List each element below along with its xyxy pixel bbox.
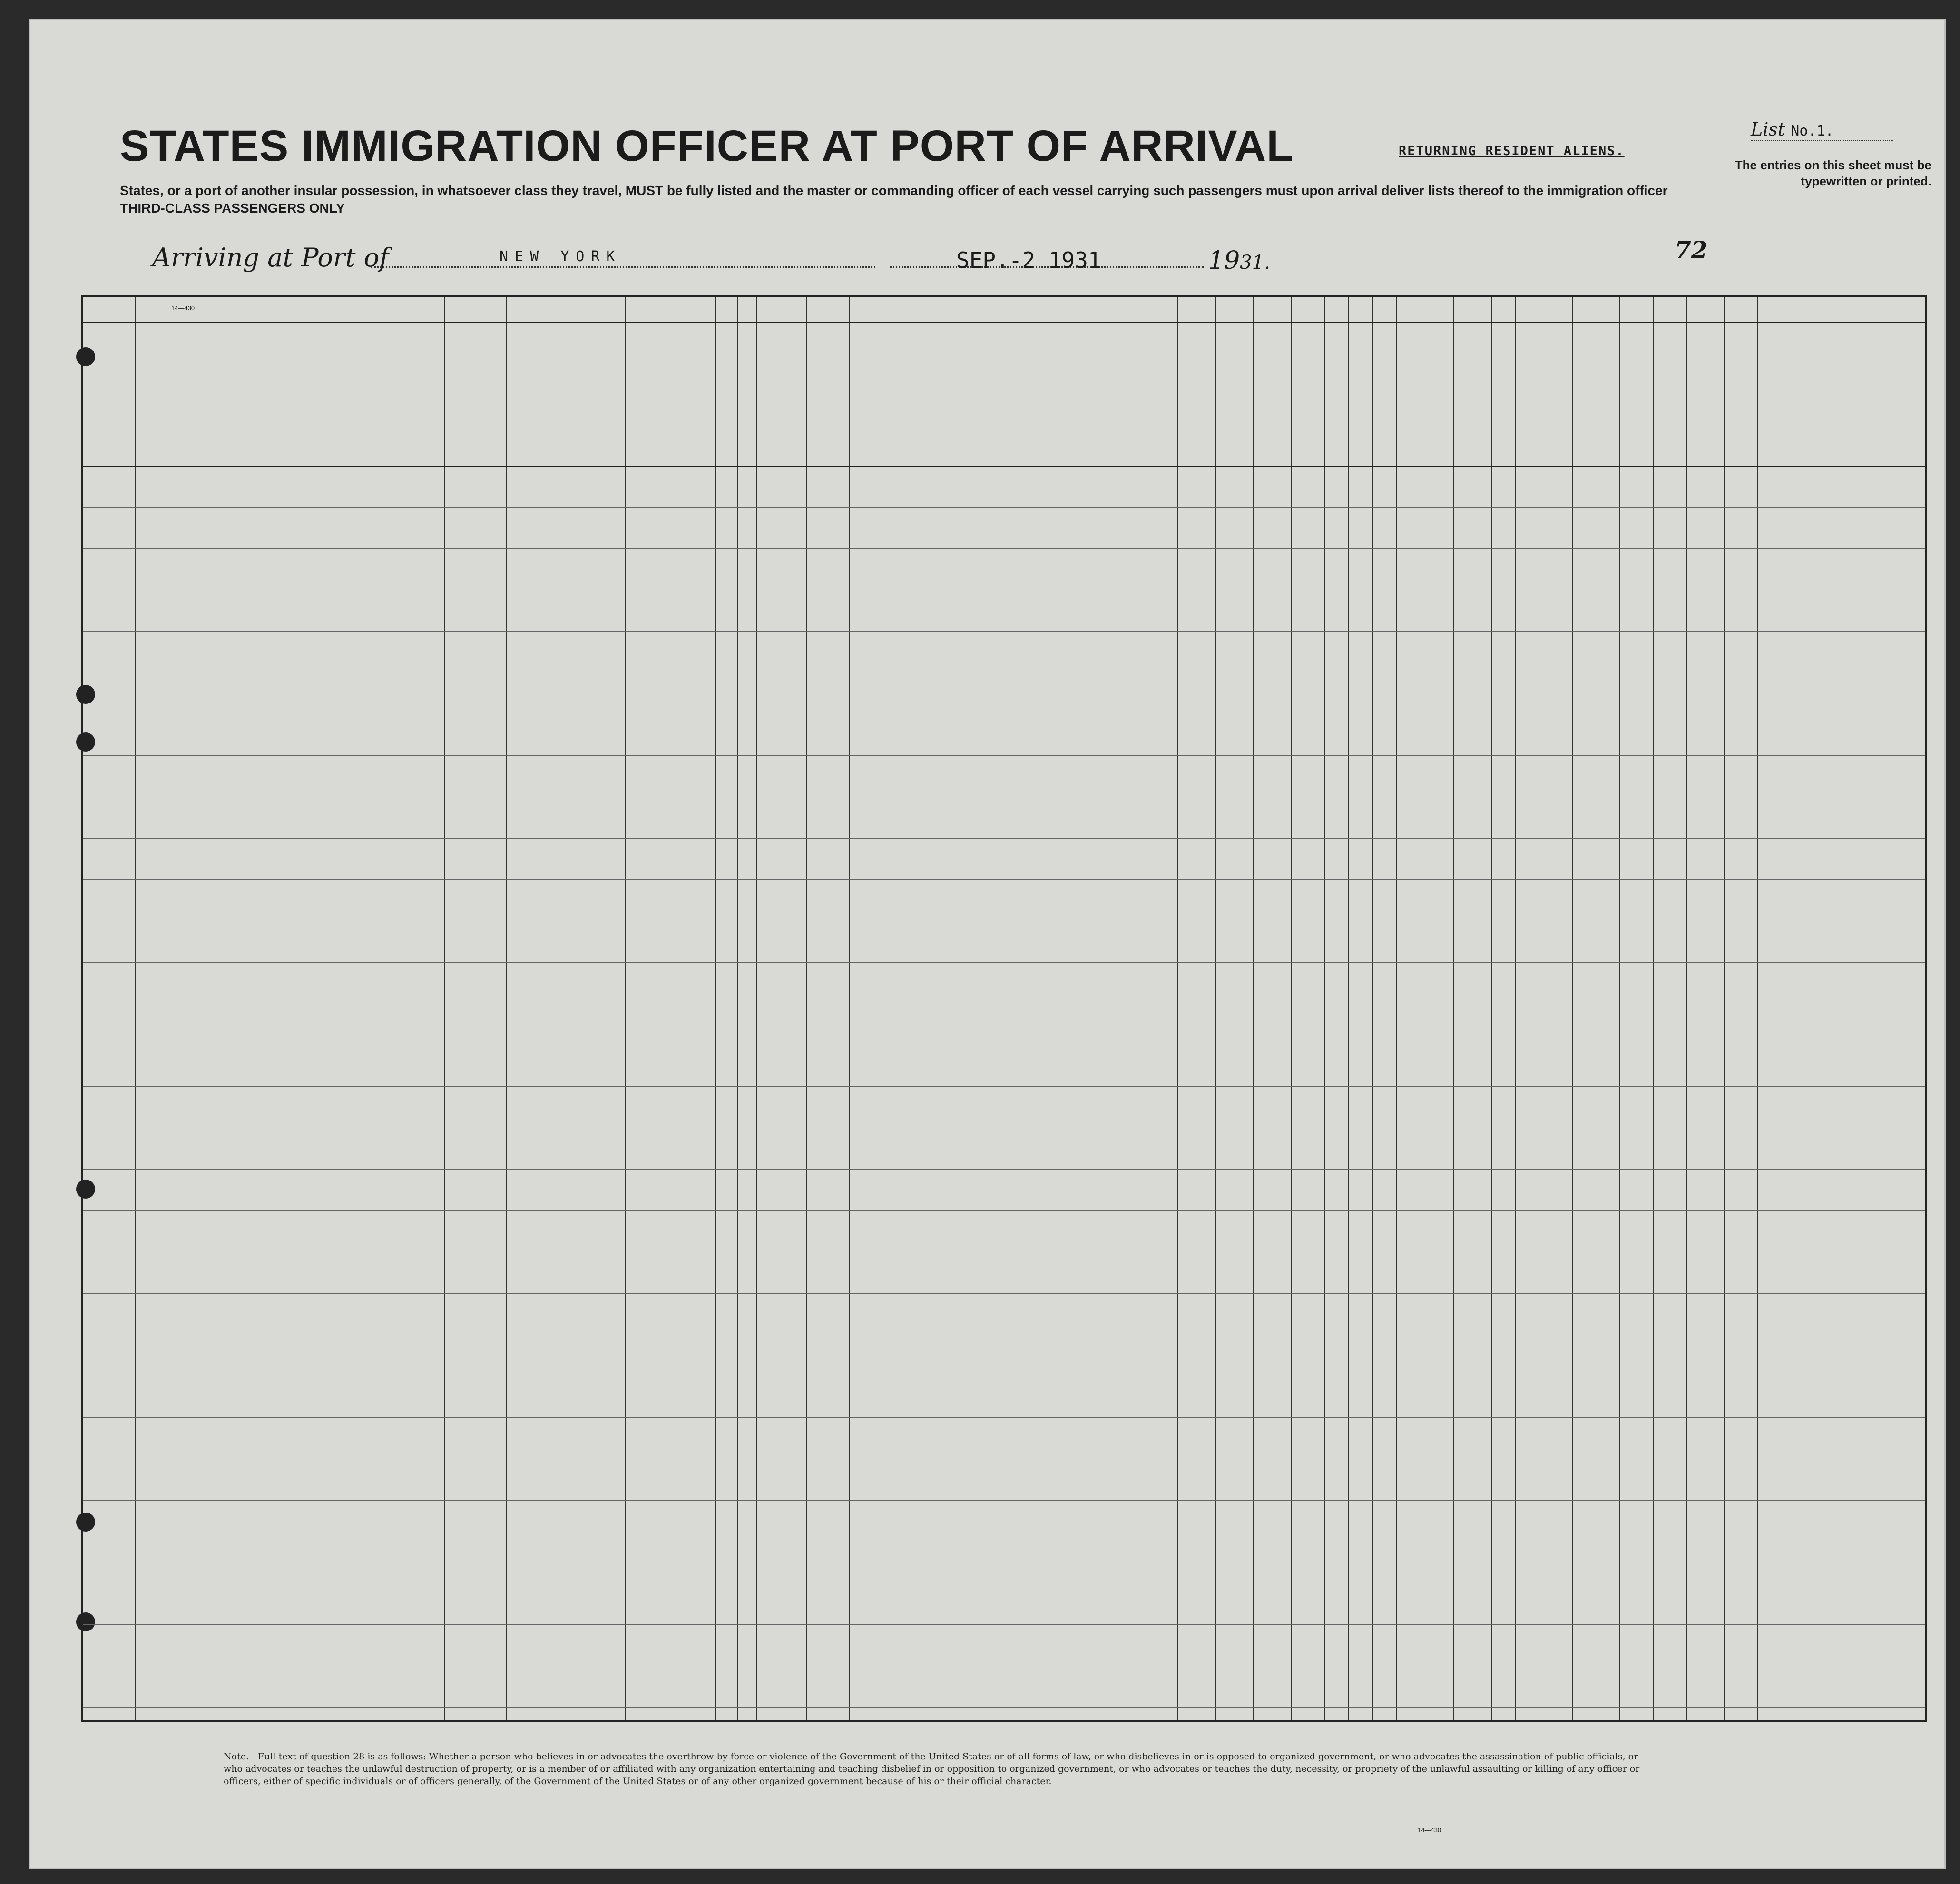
column-rule — [1515, 297, 1516, 1720]
year-field — [1208, 246, 1270, 275]
row-rule — [83, 1210, 1925, 1211]
row-rule — [83, 838, 1925, 839]
row-rule — [83, 1417, 1925, 1418]
column-rule — [737, 297, 738, 1720]
row-rule — [83, 1169, 1925, 1170]
arrival-date-stamp: SEP.-2 1931 — [956, 247, 1101, 273]
header-bottom-rule — [83, 466, 1925, 467]
row-rule — [83, 1086, 1925, 1087]
row-rule — [83, 1500, 1925, 1501]
list-number — [1751, 119, 1893, 141]
column-rule — [1372, 297, 1373, 1720]
column-rule — [1757, 297, 1758, 1720]
column-rule — [1324, 297, 1325, 1720]
column-rule — [849, 297, 850, 1720]
row-rule — [83, 1624, 1925, 1625]
header-class-note: THIRD-CLASS PASSENGERS ONLY — [120, 201, 345, 215]
column-rule — [1348, 297, 1349, 1720]
column-rule — [1686, 297, 1687, 1720]
column-rule — [806, 297, 807, 1720]
column-rule — [1253, 297, 1254, 1720]
column-rule — [1619, 297, 1620, 1720]
column-rule — [1453, 297, 1454, 1720]
column-rule — [625, 297, 626, 1720]
year-prefix: 19 — [1208, 246, 1240, 275]
column-rule — [1396, 297, 1397, 1720]
port-value: NEW YORK — [500, 248, 622, 265]
manifest-sheet — [29, 19, 1946, 1869]
sheet-number: 72 — [1675, 236, 1708, 264]
column-rule — [506, 297, 507, 1720]
column-rule — [1724, 297, 1725, 1720]
form-small-number: 14—430 — [171, 304, 195, 312]
port-line — [371, 266, 875, 268]
row-rule — [83, 1293, 1925, 1294]
list-number-value: No.1. — [1791, 123, 1834, 139]
header-rule — [83, 322, 1925, 323]
manifest-table — [81, 295, 1927, 1722]
row-rule — [83, 548, 1925, 549]
column-rule — [756, 297, 757, 1720]
list-label: List — [1751, 119, 1785, 140]
row-rule — [83, 507, 1925, 508]
year-suffix: 31. — [1240, 252, 1270, 273]
arriving-label: Arriving at Port of — [152, 243, 389, 273]
entries-note: The entries on this sheet must be typewritten or printed. — [1735, 158, 1931, 188]
column-rule — [1653, 297, 1654, 1720]
column-rule — [1177, 297, 1178, 1720]
row-rule — [83, 1707, 1925, 1708]
column-rule — [1215, 297, 1216, 1720]
row-rule — [83, 631, 1925, 632]
row-rule — [83, 755, 1925, 756]
column-rule — [135, 297, 136, 1720]
header-instruction: States, or a port of another insular possession, in whatsoever class they travel, MUST be fully listed and the master or commanding officer of each vessel carrying such passengers must upon arrival deliver lists thereof to the immigration officer — [120, 183, 1668, 198]
row-rule — [83, 962, 1925, 963]
column-rule — [1291, 297, 1292, 1720]
returning-resident-label: RETURNING RESIDENT ALIENS. — [1399, 144, 1625, 158]
column-rule — [444, 297, 445, 1720]
form-number: 14—430 — [1418, 1826, 1441, 1834]
column-rule — [1491, 297, 1492, 1720]
column-rule — [1572, 297, 1573, 1720]
footnote-question-28: Note.—Full text of question 28 is as follows: Whether a person who believes in or advocates the overthrow by force or violence of the Government of the United States or of all forms of law, or who disbelieves in or is opposed to organized government, or who advocates the assassination of public officials, or who advocates or teaches the unlawful destruction of property, or is a member of or affiliated with any organization entertaining and teaching disbelief in or opposition to organized government, or who advocates or teaches the duty, necessity, or propriety of the unlawful assaulting or killing of any officer or officers, either of specific individuals or of officers generally, of the Government of the United States or of any other organized government because of his or their official character. — [224, 1751, 1640, 1786]
column-rule — [715, 297, 716, 1720]
page-title: STATES IMMIGRATION OFFICER AT PORT OF ARRIVAL — [120, 122, 1294, 170]
row-rule — [83, 879, 1925, 880]
